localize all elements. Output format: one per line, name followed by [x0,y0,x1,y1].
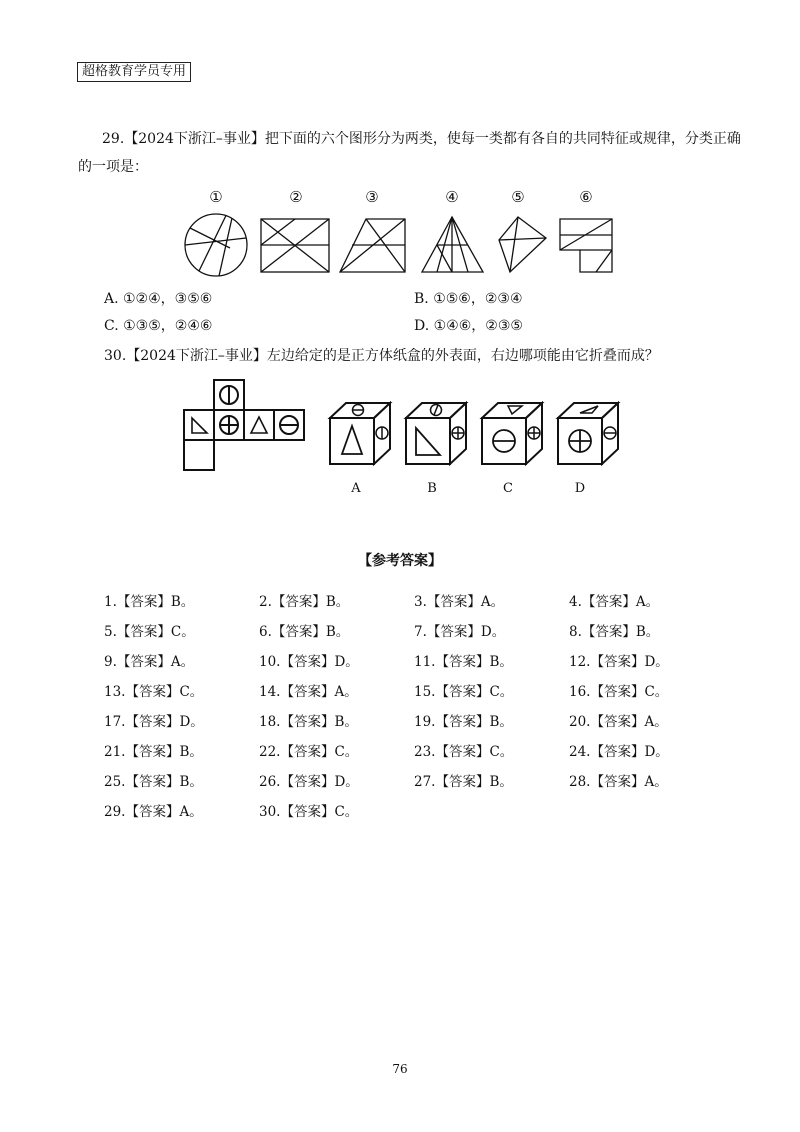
answer-item: 28.【答案】A。 [569,774,668,790]
answer-item: 18.【答案】B。 [259,714,358,730]
q29-line2: 的一项是： [78,159,148,175]
answer-item: 23.【答案】C。 [414,744,514,760]
q29-line1: 29.【2024下浙江–事业】把下面的六个图形分为两类，使每一类都有各自的共同特征或规律，分类正确 [102,131,741,147]
q29-option-c: C. ①③⑤，②④⑥ [104,318,213,334]
cube-label-c: C [503,481,513,496]
answer-item: 8.【答案】B。 [569,624,660,640]
q29-option-a: A. ①②④，③⑤⑥ [104,291,213,307]
answer-item: 30.【答案】C。 [259,804,359,820]
answer-item: 3.【答案】A。 [414,594,505,610]
answer-item: 24.【答案】D。 [569,744,669,760]
answer-item: 19.【答案】B。 [414,714,513,730]
answer-item: 14.【答案】A。 [259,684,358,700]
cube-c [482,403,542,464]
figure-number-1: ① [209,188,223,206]
figure-number-5: ⑤ [511,188,525,206]
answer-item: 29.【答案】A。 [104,804,203,820]
answer-item: 17.【答案】D。 [104,714,204,730]
answers-title: 【参考答案】 [358,553,442,569]
figure-number-4: ④ [445,188,459,206]
q29-option-d: D. ①④⑥，②③⑤ [414,318,523,334]
q29-option-b: B. ①⑤⑥，②③④ [414,291,523,307]
cube-net [184,380,304,470]
cube-label-d: D [574,481,586,496]
cube-b [406,403,466,464]
answer-item: 9.【答案】A。 [104,654,195,670]
figure-number-6: ⑥ [579,188,593,206]
page-number: 76 [392,1062,408,1076]
answer-item: 7.【答案】D。 [414,624,506,640]
answer-item: 22.【答案】C。 [259,744,359,760]
answer-item: 12.【答案】D。 [569,654,669,670]
cube-label-b: B [427,481,437,496]
figure-number-3: ③ [365,188,379,206]
answer-item: 4.【答案】A。 [569,594,660,610]
answer-item: 2.【答案】B。 [259,594,350,610]
answer-item: 10.【答案】D。 [259,654,359,670]
q30-line1: 30.【2024下浙江–事业】左边给定的是正方体纸盒的外表面，右边哪项能由它折叠而成？ [104,348,659,364]
cube-a [330,403,390,464]
answer-item: 16.【答案】C。 [569,684,669,700]
answer-item: 25.【答案】B。 [104,774,203,790]
answer-item: 15.【答案】C。 [414,684,514,700]
header-label: 超格教育学员专用 [77,62,191,82]
answer-item: 21.【答案】B。 [104,744,203,760]
answer-item: 13.【答案】C。 [104,684,204,700]
cube-label-a: A [351,481,361,496]
answer-item: 20.【答案】A。 [569,714,668,730]
cube-d [558,403,618,464]
answer-item: 6.【答案】B。 [259,624,350,640]
answer-item: 27.【答案】B。 [414,774,513,790]
answer-item: 11.【答案】B。 [414,654,513,670]
figure-number-2: ② [289,188,303,206]
q30-figures [0,0,800,500]
answer-item: 1.【答案】B。 [104,594,195,610]
answer-item: 26.【答案】D。 [259,774,359,790]
answer-item: 5.【答案】C。 [104,624,195,640]
